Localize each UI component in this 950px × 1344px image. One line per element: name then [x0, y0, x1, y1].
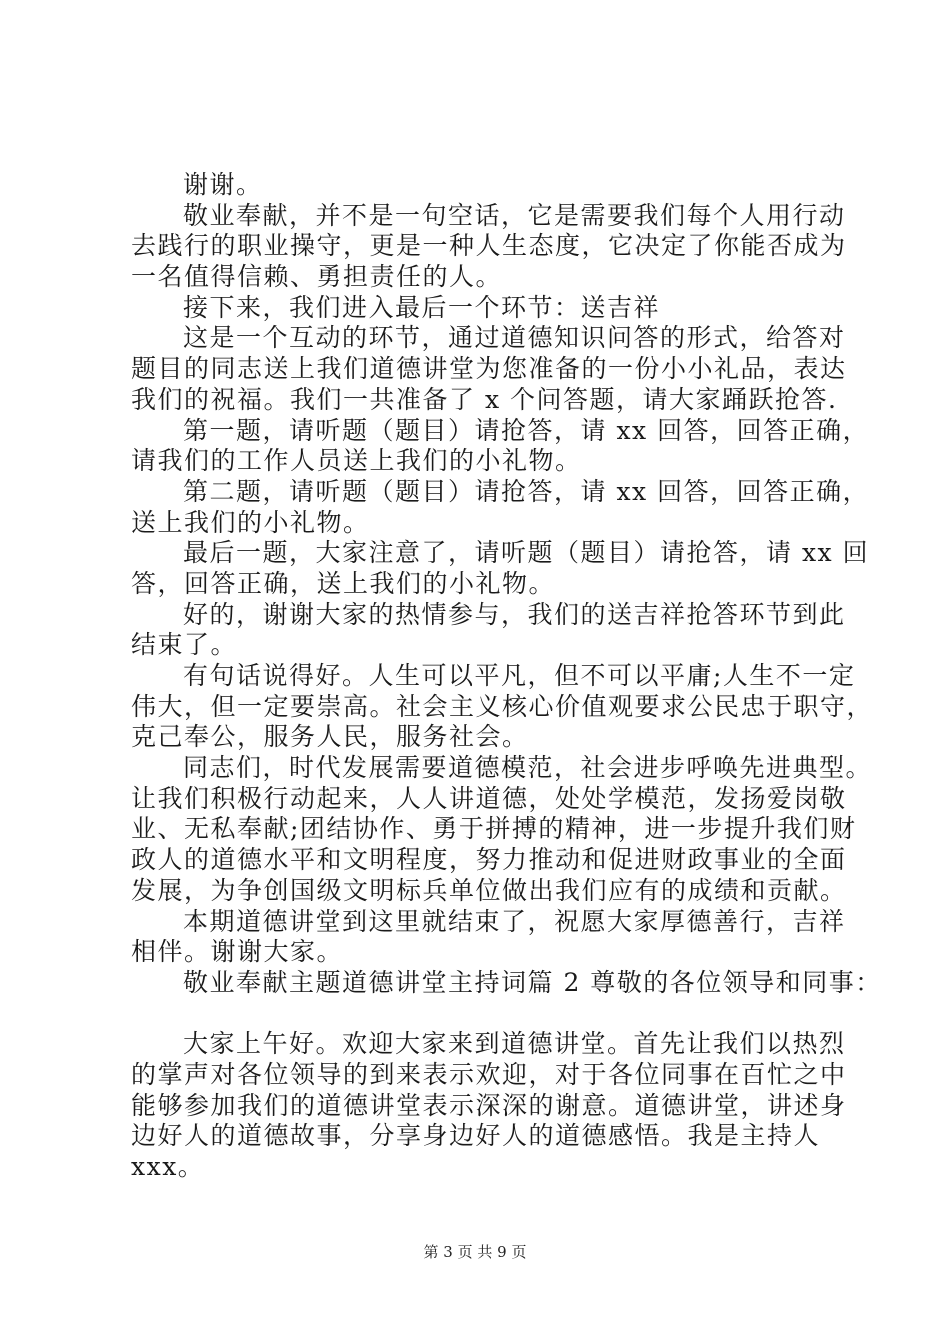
text-line: 请我们的工作人员送上我们的小礼物。 — [131, 446, 582, 476]
text-line: 送上我们的小礼物。 — [131, 507, 370, 537]
text-line: 业、无私奉献;团结协作、勇于拼搏的精神，进一步提升我们财 — [131, 814, 857, 844]
text-line: 的掌声对各位领导的到来表示欢迎，对于各位同事在百忙之中 — [131, 1059, 847, 1089]
text-line: 发展，为争创国级文明标兵单位做出我们应有的成绩和贡献。 — [131, 875, 847, 905]
text-line: 有句话说得好。人生可以平凡，但不可以平庸;人生不一定 — [183, 661, 856, 690]
text-line: 政人的道德水平和文明程度，努力推动和促进财政事业的全面 — [131, 845, 847, 875]
text-line: 敬业奉献，并不是一句空话，它是需要我们每个人用行动 — [183, 200, 846, 230]
text-line: 好的，谢谢大家的热情参与，我们的送吉祥抢答环节到此 — [183, 599, 846, 629]
text-line: 题目的同志送上我们道德讲堂为您准备的一份小小礼品，表达 — [131, 354, 847, 384]
text-line: 最后一题，大家注意了，请听题（题目）请抢答，请 xx 回 — [183, 538, 870, 568]
text-line: 边好人的道德故事，分享身边好人的道德感悟。我是主持人 — [131, 1121, 821, 1151]
text-line: 答，回答正确，送上我们的小礼物。 — [131, 568, 556, 598]
text-line: 克己奉公，服务人民，服务社会。 — [131, 722, 529, 752]
text-line: 第一题，请听题（题目）请抢答，请 xx 回答，回答正确， — [183, 415, 870, 445]
text-line: 一名值得信赖、勇担责任的人。 — [131, 262, 503, 292]
page-number-footer: 第 3 页 共 9 页 — [423, 1243, 527, 1261]
text-line: 谢谢。 — [183, 170, 263, 199]
text-line: xxx。 — [131, 1152, 205, 1181]
text-line: 相伴。谢谢大家。 — [131, 937, 344, 967]
text-line: 本期道德讲堂到这里就结束了，祝愿大家厚德善行，吉祥 — [183, 906, 846, 936]
text-line: 结束了。 — [131, 630, 238, 660]
document-body — [131, 170, 882, 1183]
text-line: 接下来，我们进入最后一个环节：送吉祥 — [183, 292, 661, 322]
text-line: 第二题，请听题（题目）请抢答，请 xx 回答，回答正确， — [183, 476, 870, 506]
text-line: 让我们积极行动起来，人人讲道德，处处学模范，发扬爱岗敬 — [131, 783, 847, 813]
text-line: 敬业奉献主题道德讲堂主持词篇 2 尊敬的各位领导和同事： — [183, 967, 882, 997]
text-line: 我们的祝福。我们一共准备了 x 个问答题，请大家踊跃抢答. — [131, 384, 838, 414]
text-line: 这是一个互动的环节，通过道德知识问答的形式，给答对 — [183, 323, 846, 353]
text-line: 大家上午好。欢迎大家来到道德讲堂。首先让我们以热烈 — [183, 1029, 846, 1059]
text-line: 伟大，但一定要崇高。社会主义核心价值观要求公民忠于职守， — [131, 691, 874, 721]
text-line: 去践行的职业操守，更是一种人生态度，它决定了你能否成为 — [131, 231, 847, 261]
blank-line — [131, 999, 831, 1030]
text-line: 同志们，时代发展需要道德模范，社会进步呼唤先进典型。 — [183, 753, 873, 783]
text-line: 能够参加我们的道德讲堂表示深深的谢意。道德讲堂，讲述身 — [131, 1090, 847, 1120]
